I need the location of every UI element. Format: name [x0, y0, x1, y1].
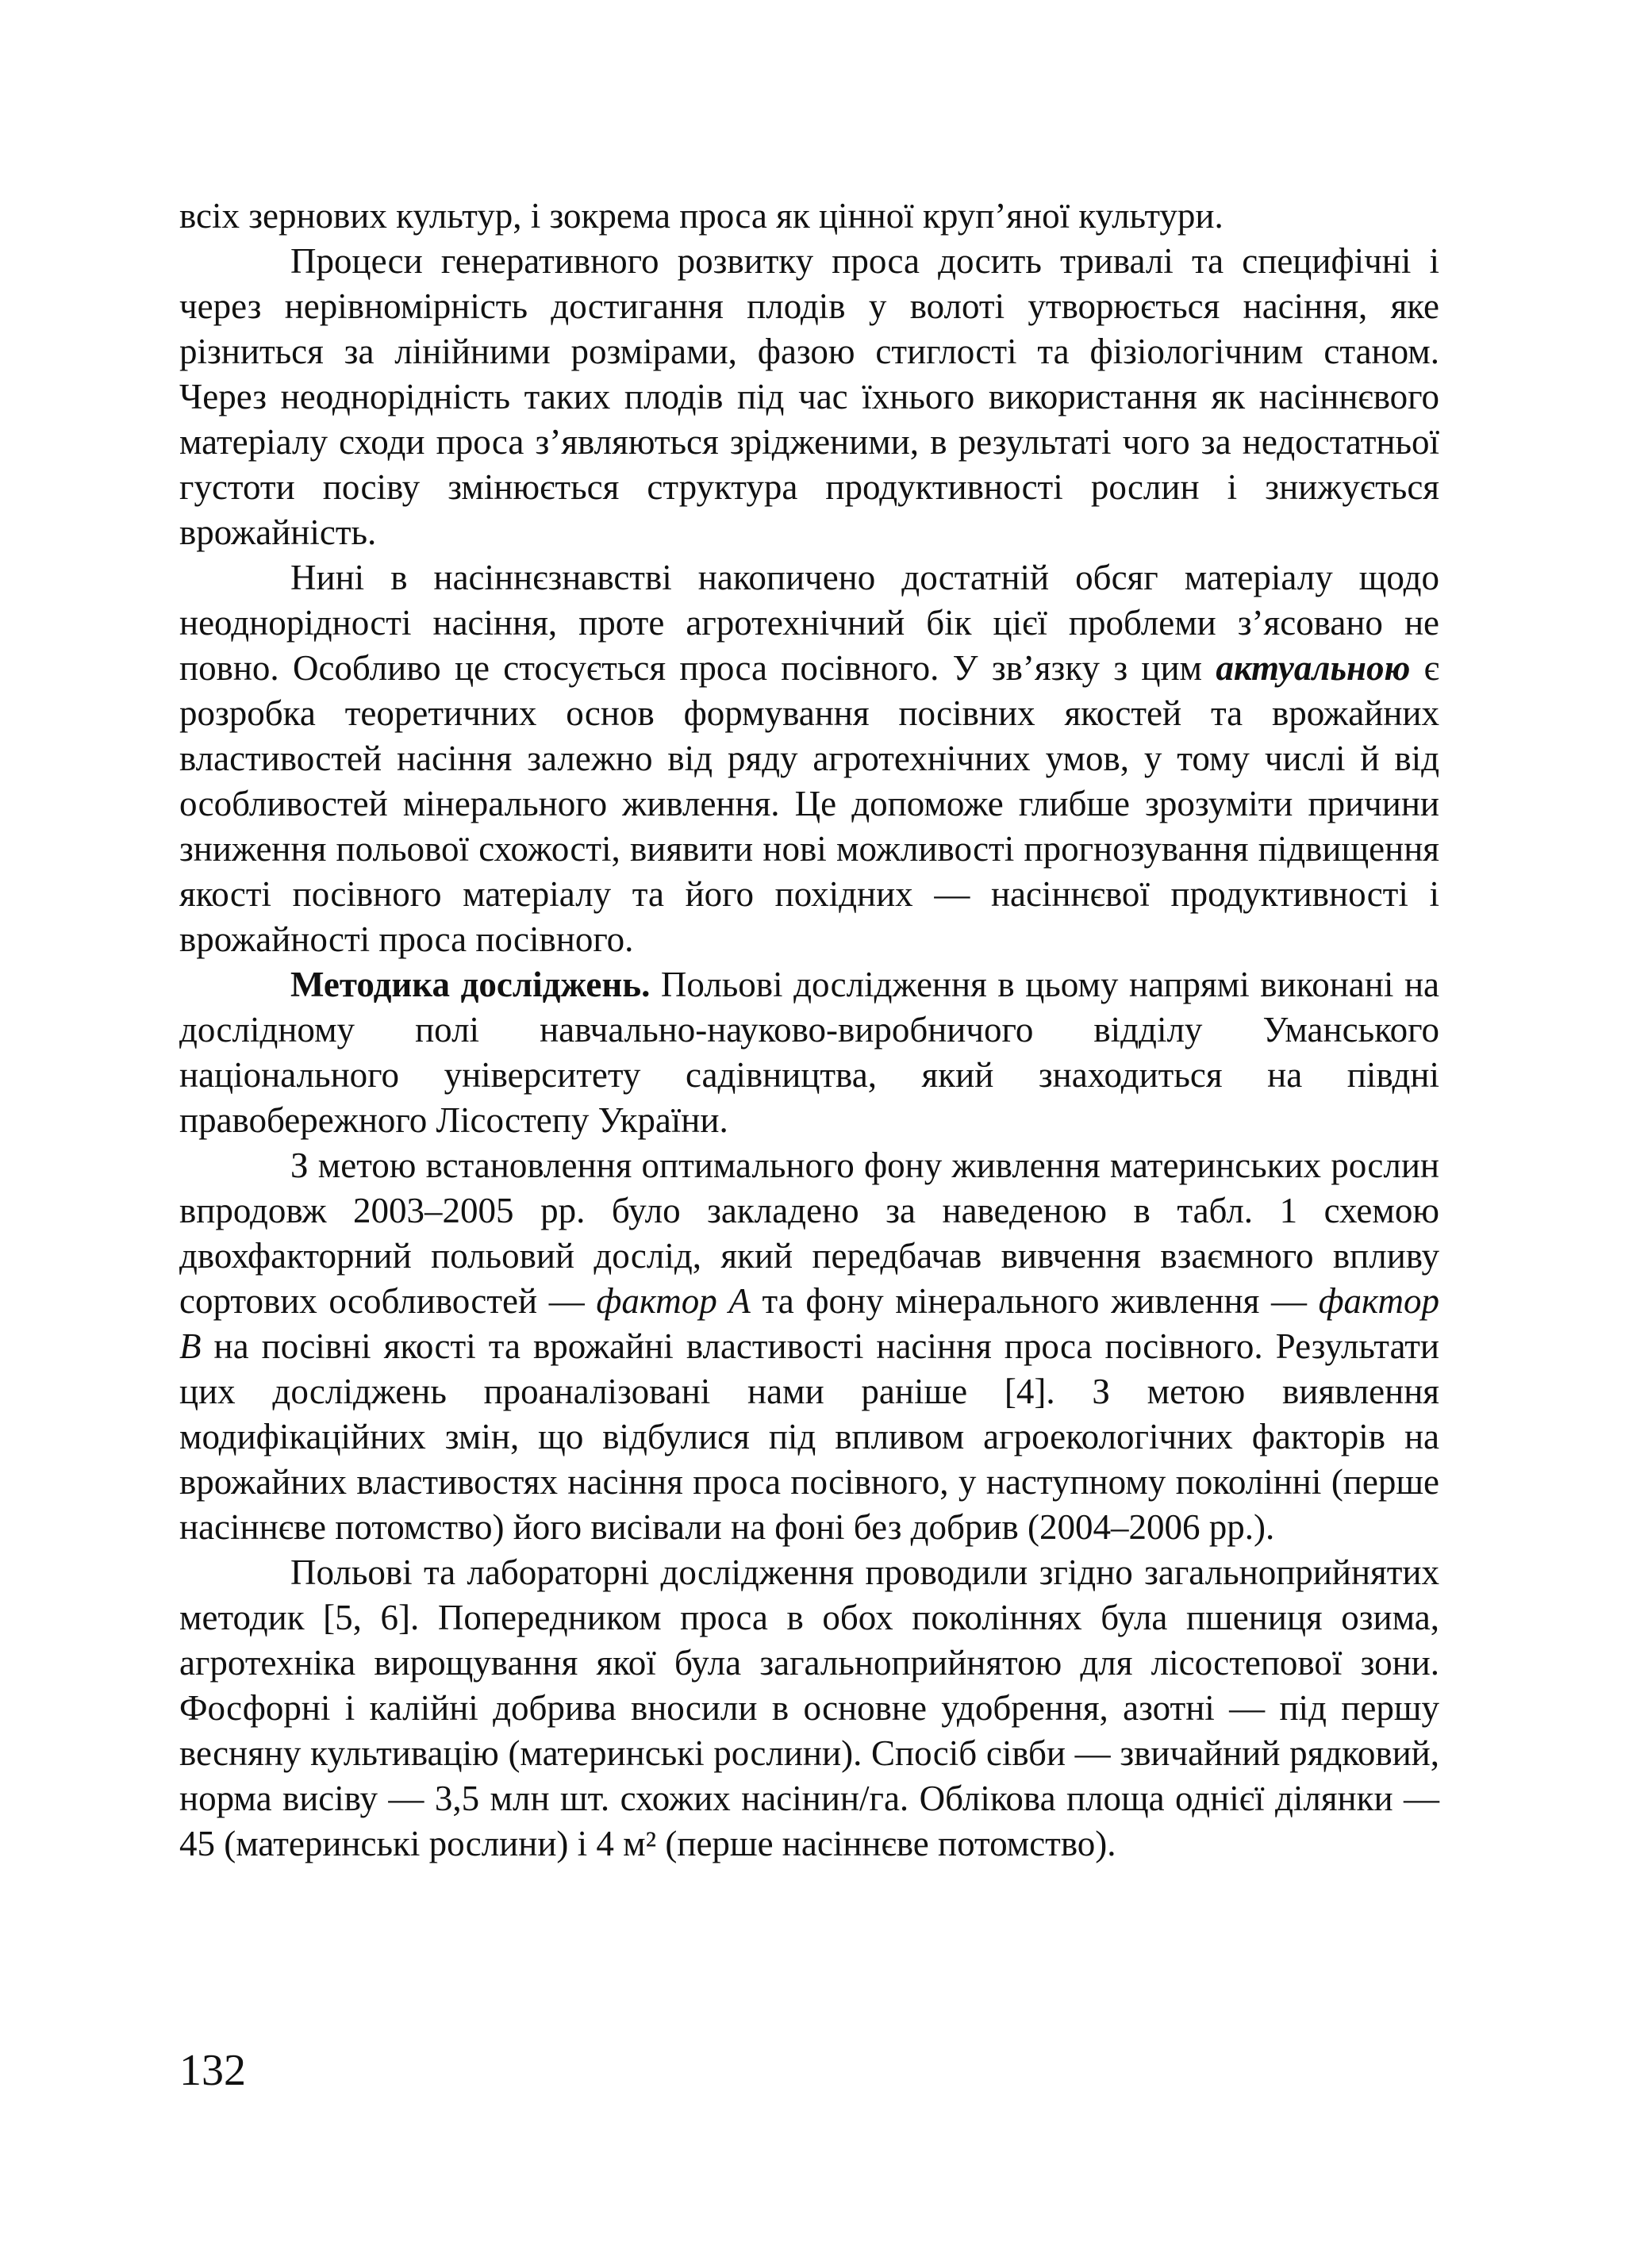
page-number: 132	[179, 2046, 246, 2095]
paragraph-relevance	[179, 555, 1439, 962]
section-heading-methodology: Методика досліджень.	[290, 965, 651, 1004]
paragraph-text: всіх зернових культур, і зокрема проса як цінної круп’яної культури.	[179, 196, 1224, 236]
paragraph-generative-development	[179, 239, 1439, 555]
body-text	[179, 194, 1439, 1867]
emphasis-relevant: актуальною	[1216, 648, 1411, 688]
paragraph-text-after: є розробка теоретичних основ формування посівних якостей та врожайних властивостей насіння залежно від ряду агротехнічних умов, у тому числі й від особливостей мінерального живлення. Це допоможе глибше зрозуміти причини зниження польової схожості, виявити нові можливості прогнозування підвищення якості посівного матеріалу та його похідних — насіннєвої продуктивності і врожайності проса посівного.	[179, 648, 1439, 959]
paragraph-text-before: Нині в насіннєзнавстві накопичено достатній обсяг матеріалу щодо неоднорідності насіння, проте агротехнічний бік цієї проблеми з’ясовано не повно. Особливо це стосується проса посівного. У зв’язку з цим	[179, 558, 1439, 688]
paragraph-text: Процеси генеративного розвитку проса досить тривалі та специфічні і через нерівномірність достигання плодів у волоті утворюється насіння, яке різниться за лінійними розмірами, фазою стиглості та фізіологічним станом. Через неоднорідність таких плодів під час їхнього використання як насіннєвого матеріалу сходи проса з’являються зрідженими, в результаті чого за недостатньої густоти посіву змінюється структура продуктивності рослин і знижується врожайність.	[179, 241, 1439, 552]
paragraph-text-3: на посівні якості та врожайні властивості насіння проса посівного. Результати цих досліджень проаналізовані нами раніше [4]. З метою виявлення модифікаційних змін, що відбулися під впливом агроекологічних факторів на врожайних властивостях насіння проса посівного, у наступному поколінні (перше насіннєве потомство) його висівали на фоні без добрив (2004–2006 рр.).	[179, 1326, 1439, 1547]
paragraph-field-research	[179, 1550, 1439, 1867]
factor-b-label: фактор В	[179, 1281, 1439, 1366]
paragraph-methodology	[179, 962, 1439, 1143]
paragraph-experiment	[179, 1143, 1439, 1550]
paragraph-continuation	[179, 194, 1439, 239]
paragraph-text: Польові дослідження в цьому напрямі виконані на дослідному полі навчально-науково-виробничого відділу Уманського національного університету садівництва, який знаходиться на півдні правобережного Лісостепу України.	[179, 965, 1439, 1140]
paragraph-text-2: та фону мінерального живлення —	[750, 1281, 1319, 1321]
factor-a-label: фактор А	[596, 1281, 751, 1321]
paragraph-text: Польові та лабораторні дослідження проводили згідно загальноприйнятих методик [5, 6]. Попередником проса в обох поколіннях була пшениця озима, агротехніка вирощування якої була загальноприйнятою для лісостепової зони. Фосфорні і калійні добрива вносили в основне удобрення, азотні — під першу весняну культивацію (материнські рослини). Спосіб сівби — звичайний рядковий, норма висіву — 3,5 млн шт. схожих насінин/га. Облікова площа однієї ділянки — 45 (материнські рослини) і 4 м² (перше насіннєве потомство).	[179, 1552, 1439, 1863]
paragraph-text-1: З метою встановлення оптимального фону живлення материнських рослин впродовж 2003–2005 рр. було закладено за наведеною в табл. 1 схемою двохфакторний польовий дослід, який передбачав вивчення взаємного впливу сортових особливостей —	[179, 1146, 1439, 1321]
